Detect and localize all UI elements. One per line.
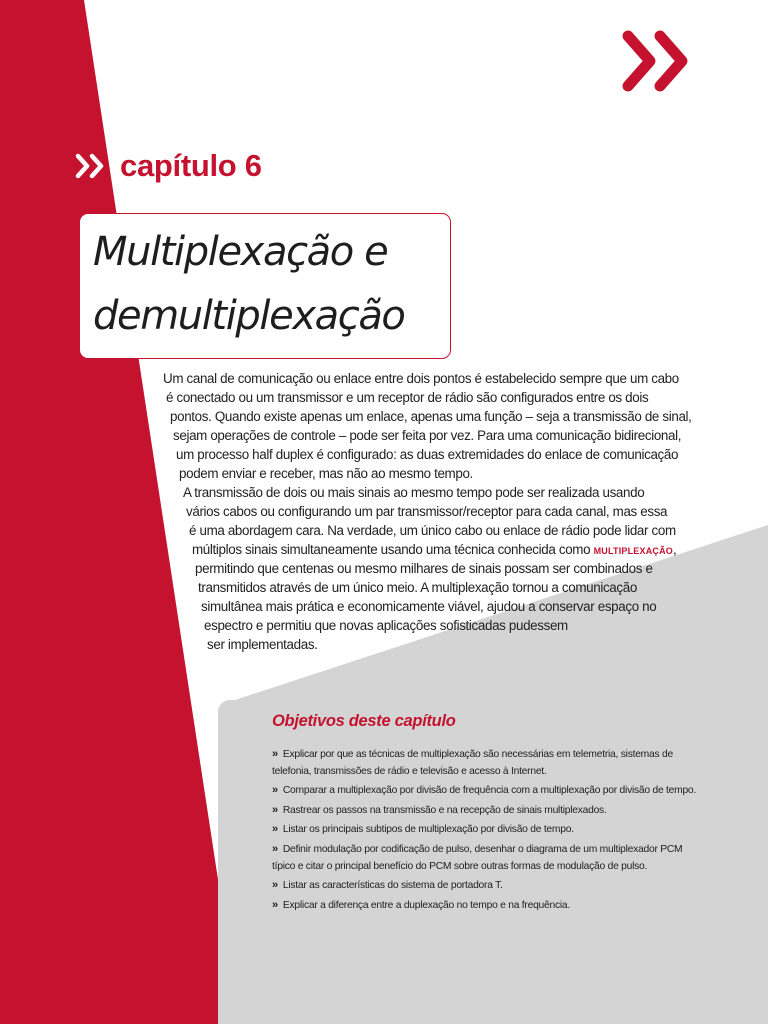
double-chevron-right-icon: » [272, 803, 278, 816]
intro-line: pontos. Quando existe apenas um enlace, apenas uma função – seja a transmissão de sinal, [170, 409, 692, 424]
objective-text: Definir modulação por codificação de pulso, desenhar o diagrama de um multiplexador PCM típico e citar o principal benefício do PCM sobre outras formas de modulação de pulso. [272, 843, 683, 872]
intro-line: é conectado ou um transmissor e um receptor de rádio são configurados entre os dois [166, 390, 649, 405]
objective-item [272, 802, 702, 820]
objective-item [272, 877, 702, 895]
double-chevron-right-icon [74, 153, 108, 179]
intro-line: é uma abordagem cara. Na verdade, um único cabo ou enlace de rádio pode lidar com [189, 523, 676, 538]
intro-line: sejam operações de controle – pode ser feita por vez. Para uma comunicação bidirecional, [173, 428, 682, 443]
intro-line: um processo half duplex é configurado: as duas extremidades do enlace de comunicação [176, 447, 679, 462]
objective-text: Listar as características do sistema de portadora T. [282, 880, 503, 892]
objective-item [272, 746, 702, 780]
double-chevron-right-icon: » [272, 823, 278, 836]
objective-text: Comparar a multiplexação por divisão de frequência com a multiplexação por divisão de tempo. [282, 785, 697, 797]
objective-item [272, 821, 702, 839]
intro-line: permitindo que centenas ou mesmo milhares de sinais possam ser combinados e [195, 561, 653, 576]
objective-text: Listar os principais subtipos de multiplexação por divisão de tempo. [282, 824, 574, 836]
chapter-label: capítulo 6 [120, 148, 262, 183]
keyword-multiplexacao: MULTIPLEXAÇÃO [593, 546, 674, 556]
objective-text: Rastrear os passos na transmissão e na recepção de sinais multiplexados. [282, 804, 607, 816]
intro-line: A transmissão de dois ou mais sinais ao mesmo tempo pode ser realizada usando [183, 485, 645, 500]
double-chevron-right-icon: » [272, 748, 278, 760]
objective-item [272, 897, 702, 915]
intro-line: espectro e permitiu que novas aplicações sofisticadas pudessem [204, 618, 568, 633]
intro-line: vários cabos ou configurando um par transmissor/receptor para cada canal, mas essa [186, 504, 668, 519]
intro-line: transmitidos através de um único meio. A multiplexação tornou a comunicação [198, 580, 637, 595]
chapter-header [74, 146, 262, 186]
chapter-title-box [79, 213, 451, 359]
objectives-list [272, 746, 702, 916]
double-chevron-right-icon: » [272, 898, 278, 911]
double-chevron-right-icon [620, 30, 694, 92]
objective-text: Explicar por que as técnicas de multiplexação são necessárias em telemetria, sistemas de telefonia, transmissões de rádio e televisão e acesso à Internet. [272, 749, 673, 777]
intro-line: simultânea mais prática e economicamente viável, ajudou a conservar espaço no [201, 599, 657, 614]
intro-line: múltiplos sinais simultaneamente usando uma técnica conhecida como [192, 542, 591, 557]
objectives-panel [218, 700, 768, 1024]
double-chevron-right-icon: » [272, 784, 278, 797]
intro-line: Um canal de comunicação ou enlace entre dois pontos é estabelecido sempre que um cabo [163, 371, 679, 386]
objective-text: Explicar a diferença entre a duplexação no tempo e na frequência. [282, 899, 571, 911]
objectives-title: Objetivos deste capítulo [272, 712, 456, 730]
objective-item [272, 782, 702, 800]
intro-line-with-keyword [192, 540, 676, 561]
intro-line: ser implementadas. [207, 637, 318, 652]
objective-item [272, 841, 702, 875]
intro-line: podem enviar e receber, mas não ao mesmo tempo. [179, 466, 473, 481]
double-chevron-right-icon: » [272, 879, 278, 892]
chapter-title-line-1: Multiplexação e [93, 229, 388, 275]
chapter-title-line-2: demultiplexação [93, 293, 405, 339]
keyword-trail: , [673, 542, 677, 557]
double-chevron-right-icon: » [272, 842, 278, 855]
